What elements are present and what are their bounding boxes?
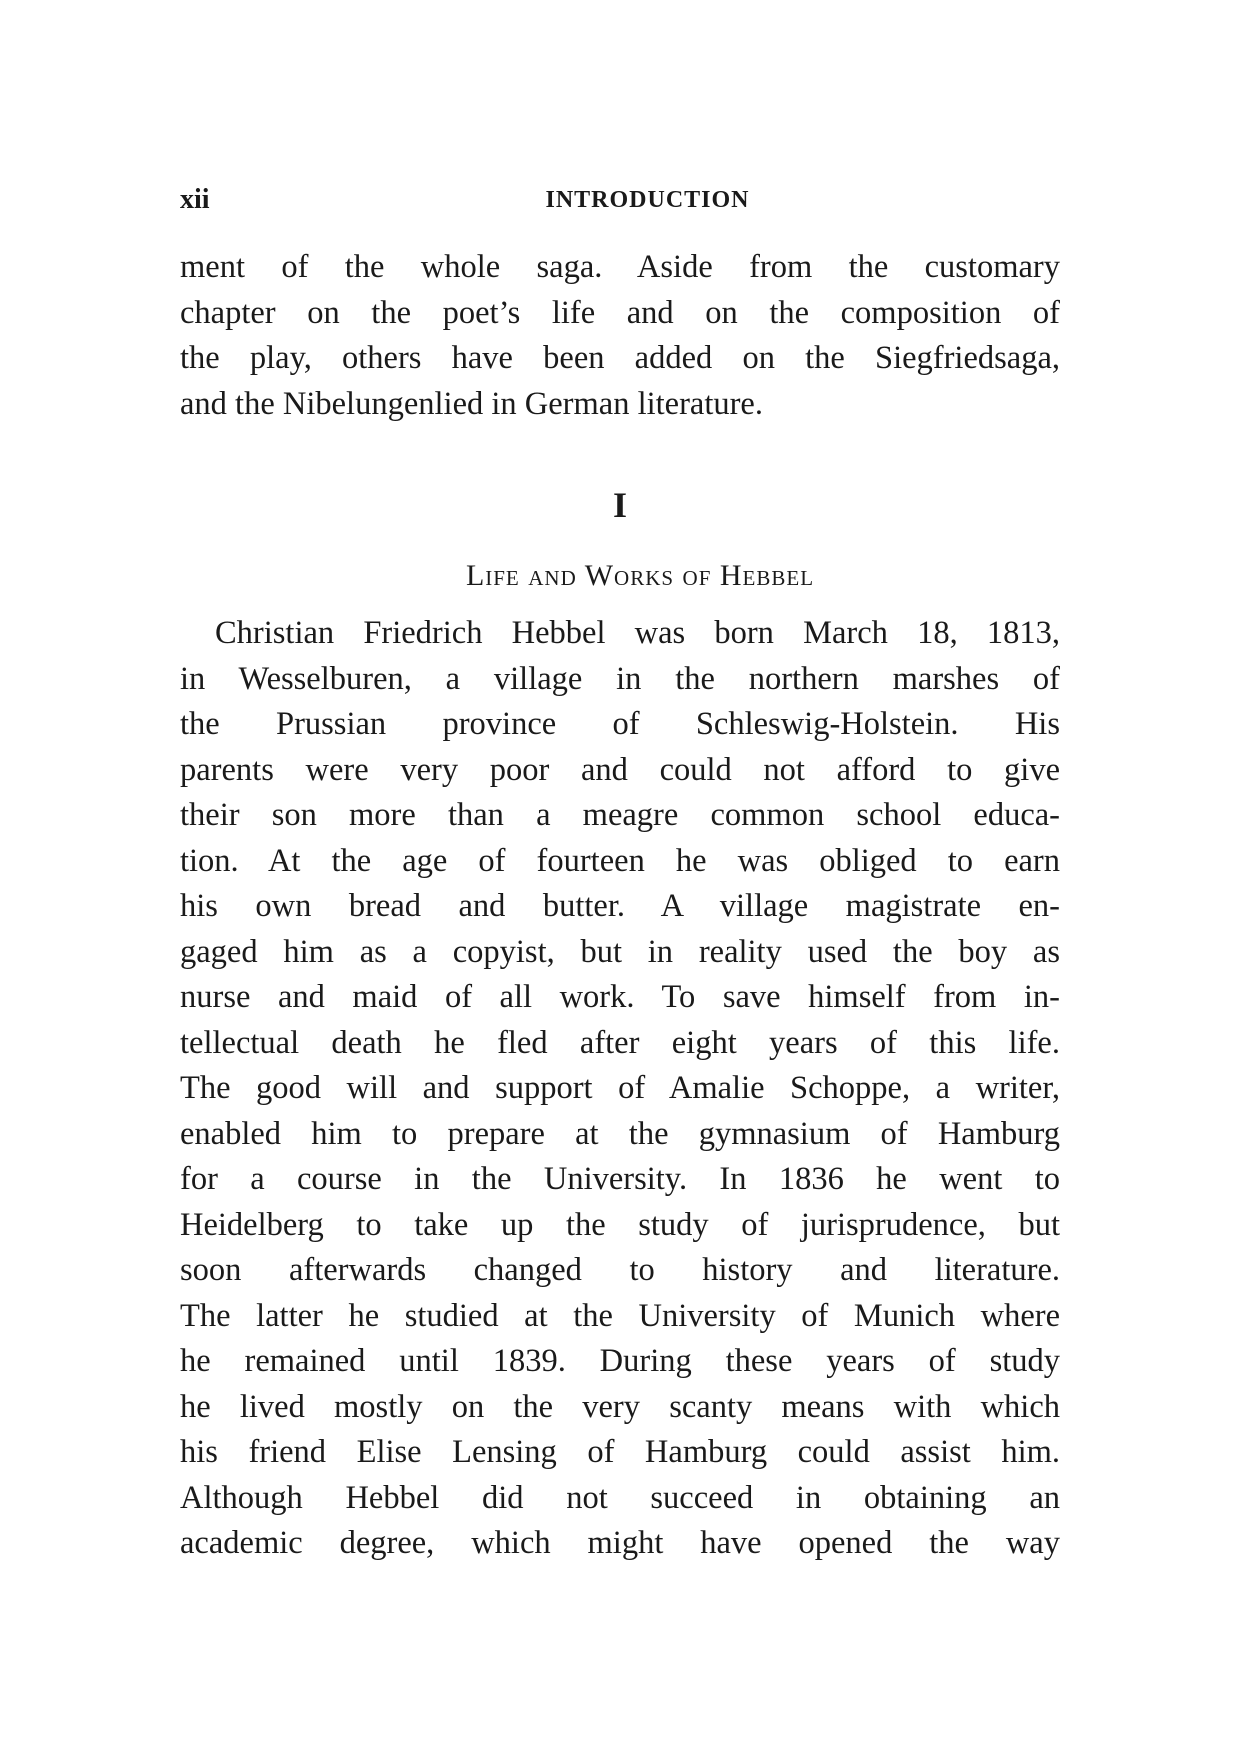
text-line: his own bread and butter. A village magistrate en-: [180, 888, 1060, 924]
text-line: for a course in the University. In 1836 he went to: [180, 1161, 1060, 1197]
text-line: Although Hebbel did not succeed in obtaining an: [180, 1479, 1060, 1516]
text-line: soon afterwards changed to history and literature.: [180, 1252, 1060, 1288]
text-line: enabled him to prepare at the gymnasium of Hamburg: [180, 1115, 1060, 1152]
section-number: I: [612, 485, 627, 525]
text-line: he lived mostly on the very scanty means with which: [180, 1388, 1060, 1425]
text-line: The latter he studied at the University of Munich where: [180, 1297, 1060, 1334]
running-title: INTRODUCTION: [545, 187, 750, 213]
text-line: the Prussian province of Schleswig-Holstein. His: [180, 706, 1060, 742]
text-line: chapter on the poet’s life and on the composition of: [180, 294, 1060, 331]
text-line: nurse and maid of all work. To save himself from in-: [180, 979, 1060, 1015]
text-line: his friend Elise Lensing of Hamburg could assist him.: [180, 1434, 1060, 1470]
page-number: xii: [180, 184, 210, 215]
text-line: parents were very poor and could not afford to give: [180, 751, 1060, 788]
text-line: tellectual death he fled after eight years of this life.: [180, 1024, 1060, 1061]
intro-paragraph: [180, 245, 1060, 427]
text-line: tion. At the age of fourteen he was obliged to earn: [180, 842, 1060, 879]
running-head: [180, 180, 1060, 220]
text-line: and the Nibelungenlied in German literature.: [180, 385, 763, 422]
text-line: their son more than a meagre common school educa-: [180, 797, 1060, 833]
text-line: gaged him as a copyist, but in reality used the boy as: [180, 933, 1060, 970]
text-line: ment of the whole saga. Aside from the customary: [180, 249, 1060, 285]
text-line: the play, others have been added on the Siegfriedsaga,: [180, 340, 1060, 376]
body-paragraph: [180, 611, 1060, 1567]
text-line: he remained until 1839. During these years of study: [180, 1343, 1060, 1379]
text-line: academic degree, which might have opened the way: [180, 1525, 1060, 1561]
text-line: The good will and support of Amalie Schoppe, a writer,: [180, 1070, 1060, 1106]
text-line: Heidelberg to take up the study of jurisprudence, but: [180, 1206, 1060, 1243]
text-line: Christian Friedrich Hebbel was born March 18, 1813,: [215, 615, 1060, 651]
section-title: Life and Works of Hebbel: [465, 559, 815, 592]
text-line: in Wesselburen, a village in the northern marshes of: [180, 660, 1060, 697]
